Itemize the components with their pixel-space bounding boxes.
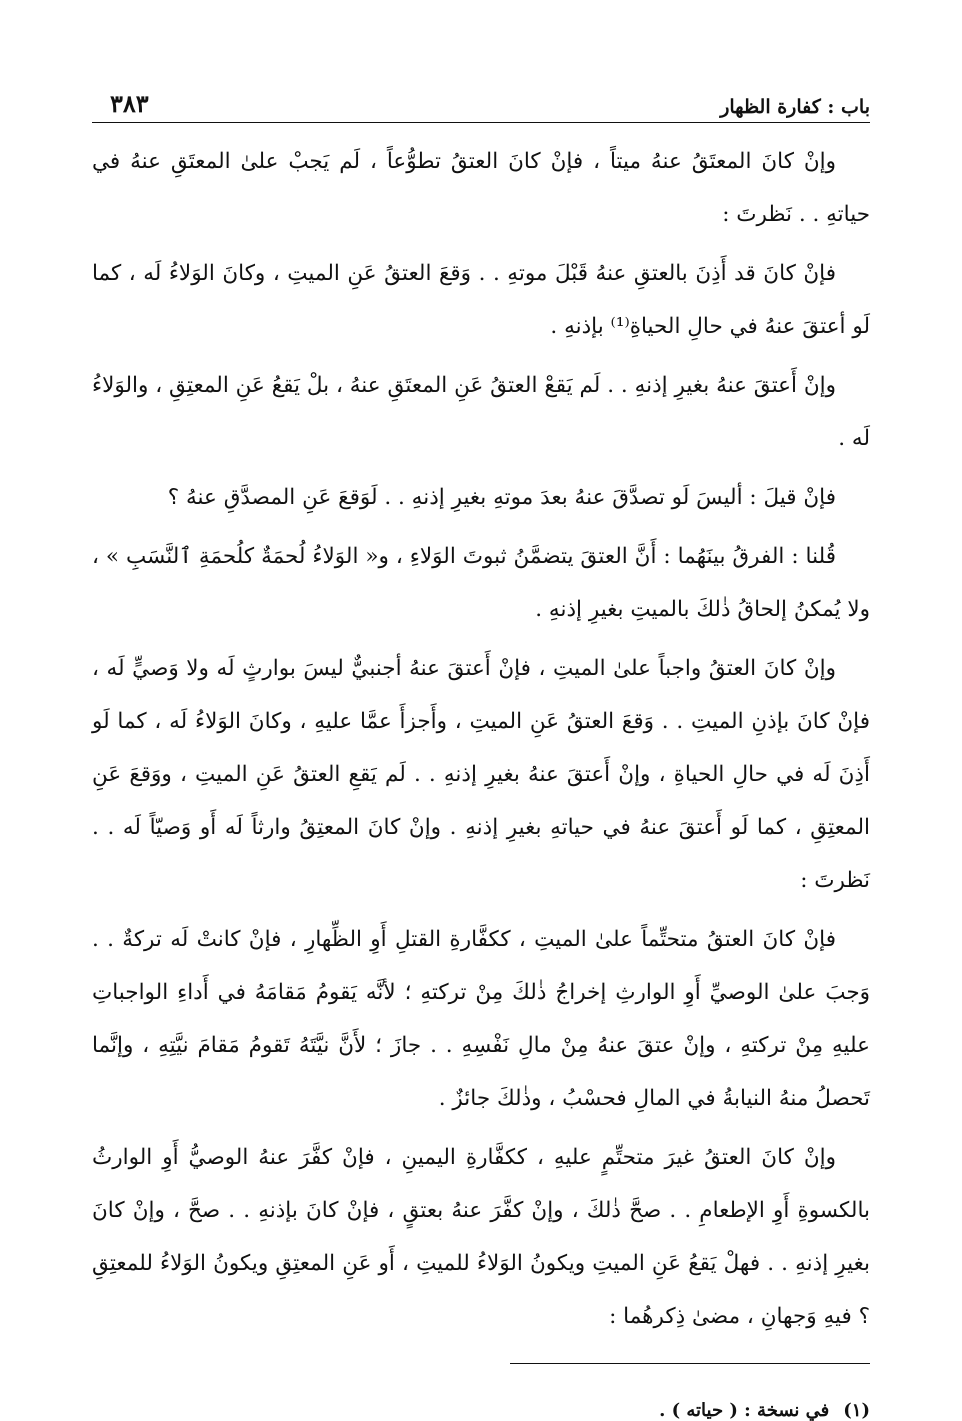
footnote: [92, 1400, 870, 1421]
footnote-divider-wrap: [92, 1349, 870, 1364]
paragraph: فإنْ قيلَ : أليسَ لَو تصدَّقَ عنهُ بعدَ موتهِ بغيرِ إذنهِ . . لَوَقعَ عَنِ المصدَّقِ عنهُ ؟: [167, 485, 836, 510]
chapter-title: باب : كفارة الظهار: [720, 96, 870, 118]
paragraph: وإنْ كانَ العتقُ غيرَ متحتِّمٍ عليهِ ، ككفَّارةِ اليمينِ ، فإنْ كفَّرَ عنهُ الوصيُّ أَوِ الوارثُ بالكسوةِ أَوِ الإطعامِ . . صحَّ ذٰلكَ ، وإنْ كفَّرَ عنهُ بعتقٍ ، فإنْ كانَ بإذنهِ . . صحَّ ، وإنْ كانَ بغيرِ إذنهِ . . فهلْ يَقعُ عَنِ الميتِ ويكونُ الوَلاءُ للميتِ ، أَو عَنِ المعتِقِ ويكونُ الوَلاءُ للمعتِقِ ؟ فيهِ وَجهانِ ، مضىٰ ذِكرهُما :: [92, 1145, 870, 1329]
paragraph: وإنْ كانَ المعتَقُ عنهُ ميتاً ، فإنْ كانَ العتقُ تطوُّعاً ، لَم يَجبْ علىٰ المعتَقِ عنهُ في حياتهِ . . نَظرتَ :: [92, 149, 870, 227]
body-text: [92, 135, 870, 1343]
paragraph: فإنْ كانَ قد أَذِنَ بالعتقِ عنهُ قَبْلَ موتهِ . . وَقعَ العتقُ عَنِ الميتِ ، وكانَ الوَلاءُ لَه ، كما لَو أعتقَ عنهُ في حالِ الحياةِ⁽¹⁾ بإذنهِ .: [92, 261, 870, 339]
page-number: ٣٨٣: [110, 89, 149, 118]
footnote-divider: [510, 1363, 870, 1364]
paragraph: وإنْ أَعتقَ عنهُ بغيرِ إذنهِ . . لَم يَقعْ العتقُ عَنِ المعتَقِ عنهُ ، بلْ يَقعُ عَنِ المعتِقِ ، والوَلاءُ لَه .: [92, 373, 870, 451]
footnote-number: (١): [843, 1400, 870, 1421]
paragraph: فإنْ كانَ العتقُ متحتِّماً علىٰ الميتِ ، ككفَّارةِ القتلِ أَوِ الظِّهارِ ، فإنْ كانتْ لَه تركةٌ . . وَجبَ علىٰ الوصيِّ أَوِ الوارثِ إخراجُ ذٰلكَ مِنْ تركتهِ ؛ لأنَّه يَقومُ مَقامَهُ في أَداءِ الواجباتِ عليهِ مِنْ تركتهِ ، وإنْ عتقَ عنهُ مِنْ مالِ نَفْسِهِ . . جازَ ؛ لأَنَّ نيَّتَهُ تَقومُ مَقامَ نيَّتِهِ ، وإنَّما تَحصلُ منهُ النيابةُ في المالِ فحسْبُ ، وذٰلكَ جائزٌ .: [92, 927, 870, 1111]
running-header: [92, 82, 870, 123]
footnote-text: في نسخة : ( حياته ) .: [659, 1400, 830, 1421]
paragraph: قُلنا : الفرقُ بينَهُما : أَنَّ العتقَ يتضمَّنُ ثبوتَ الوَلاءِ ، و« الوَلاءُ لُحمَةٌ كلُحمَةِ ٱلنَّسَبِ » ، ولا يُمكنُ إلحاقُ ذٰلكَ بالميتِ بغيرِ إذنهِ .: [92, 544, 870, 622]
paragraph: وإنْ كانَ العتقُ واجباً علىٰ الميتِ ، فإنْ أَعتقَ عنهُ أجنبيٌّ ليسَ بوارثٍ لَه ولا وَصيٍّ لَه ، فإنْ كانَ بإذنِ الميتِ . . وَقعَ العتقُ عَنِ الميتِ ، وأَجزأَ عمَّا عليهِ ، وكانَ الوَلاءُ لَه ، كما لَو أَذِنَ لَه في حالِ الحياةِ ، وإنْ أَعتقَ عنهُ بغيرِ إذنهِ . . لَم يَقعِ العتقُ عَنِ الميتِ ، ووَقعَ عَنِ المعتِقِ ، كما لَو أَعتقَ عنهُ في حياتهِ بغيرِ إذنهِ . وإنْ كانَ المعتِقُ وارثاً لَه أَو وَصيّاً لَه . . نَظرتَ :: [92, 656, 870, 893]
